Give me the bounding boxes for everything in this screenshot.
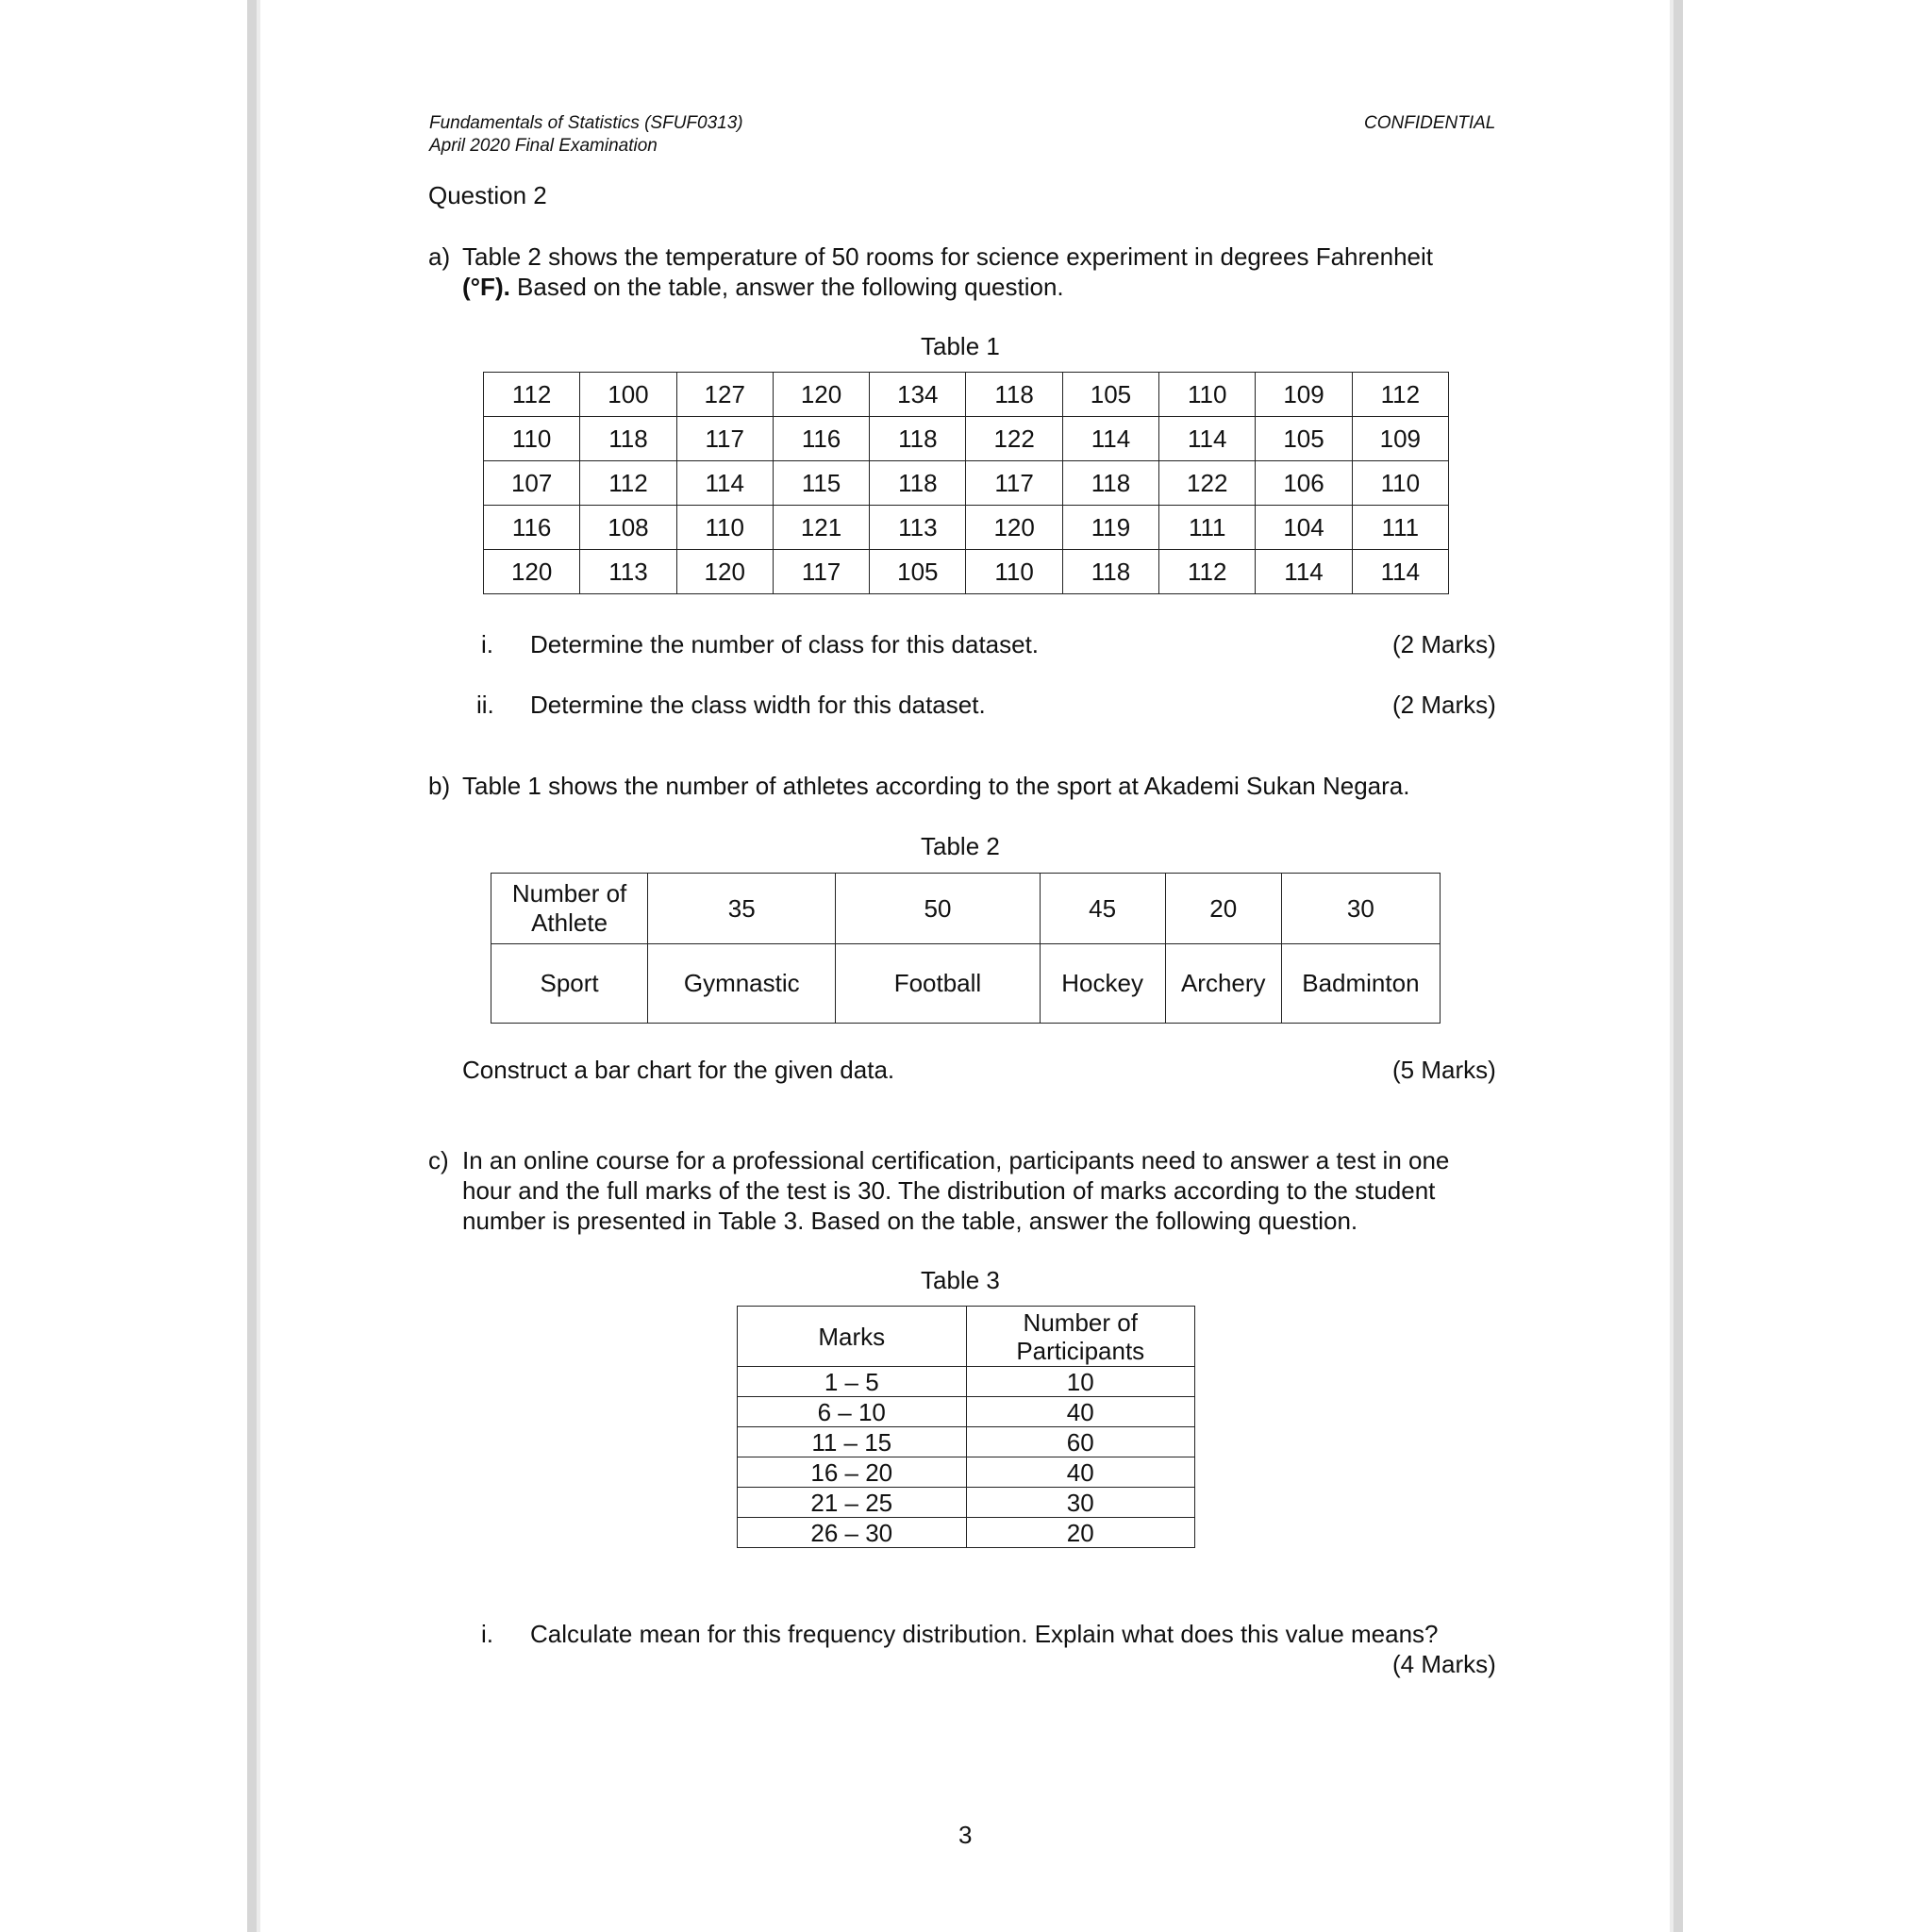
- participants-count-cell: 60: [966, 1427, 1195, 1457]
- participants-count-cell: 10: [966, 1367, 1195, 1397]
- course-title: Fundamentals of Statistics (SFUF0313): [429, 113, 743, 133]
- participants-col-header-l2: Participants: [1016, 1336, 1145, 1365]
- temperature-cell: 122: [966, 417, 1062, 461]
- part-a-item-1-text: Determine the number of class for this dataset.: [530, 630, 1040, 658]
- part-a-text-line1: Table 2 shows the temperature of 50 rooms for science experiment in degrees Fahrenheit: [462, 242, 1433, 271]
- sport-name: Football: [836, 944, 1040, 1024]
- table1-caption: Table 1: [921, 332, 1000, 360]
- temperature-cell: 109: [1256, 373, 1352, 417]
- temperature-cell: 118: [1062, 550, 1158, 594]
- table-row: [738, 1488, 1195, 1518]
- athlete-count: 45: [1040, 874, 1165, 944]
- marks-range-cell: 26 – 30: [738, 1518, 967, 1548]
- temperature-cell: 127: [676, 373, 773, 417]
- table3-caption: Table 3: [921, 1266, 1000, 1294]
- temperature-cell: 110: [676, 506, 773, 550]
- temperature-cell: 116: [484, 506, 580, 550]
- temperature-cell: 134: [870, 373, 966, 417]
- athlete-count: 30: [1281, 874, 1440, 944]
- temperature-cell: 116: [773, 417, 869, 461]
- part-a-text-line2: [462, 272, 1064, 302]
- temperature-cell: 108: [580, 506, 676, 550]
- participants-count-cell: 30: [966, 1488, 1195, 1518]
- table-row: [738, 1518, 1195, 1548]
- part-c-label: c): [428, 1146, 449, 1174]
- temperature-cell: 110: [1352, 461, 1448, 506]
- temperature-cell: 104: [1256, 506, 1352, 550]
- sport-name: Hockey: [1040, 944, 1165, 1024]
- page-edge-right: [1674, 0, 1683, 1932]
- temperature-cell: 118: [1062, 461, 1158, 506]
- temperature-cell: 120: [966, 506, 1062, 550]
- temperature-cell: 119: [1062, 506, 1158, 550]
- table-row: [484, 461, 1449, 506]
- athlete-count: 35: [648, 874, 836, 944]
- table-row: [484, 373, 1449, 417]
- sport-name: Archery: [1165, 944, 1281, 1024]
- part-c-line1: In an online course for a professional certification, participants need to answer a test in one: [462, 1146, 1450, 1174]
- page-number: 3: [958, 1821, 973, 1849]
- sport-row-header: Sport: [491, 944, 648, 1024]
- table-row: [484, 550, 1449, 594]
- marks-range-cell: 11 – 15: [738, 1427, 967, 1457]
- temperature-cell: 110: [484, 417, 580, 461]
- part-a-item-1-marks: (2 Marks): [1392, 630, 1496, 658]
- participants-count-cell: 40: [966, 1397, 1195, 1427]
- page-edge-left-inner: [257, 0, 260, 1932]
- temperature-cell: 100: [580, 373, 676, 417]
- part-c-item-marks: (4 Marks): [1392, 1650, 1496, 1678]
- participants-count-cell: 40: [966, 1457, 1195, 1488]
- temperature-cell: 112: [1352, 373, 1448, 417]
- temperature-cell: 106: [1256, 461, 1352, 506]
- temperature-cell: 114: [1352, 550, 1448, 594]
- temperature-cell: 110: [1159, 373, 1256, 417]
- table-row: [738, 1427, 1195, 1457]
- temperature-cell: 105: [1062, 373, 1158, 417]
- exam-title: April 2020 Final Examination: [429, 136, 658, 156]
- athlete-row-header: [491, 874, 648, 944]
- page-edge-right-inner: [1670, 0, 1674, 1932]
- part-a-item-2-text: Determine the class width for this dataset.: [530, 691, 986, 719]
- athlete-row-header-l1: Number of: [511, 879, 627, 908]
- participants-col-header-l1: Number of: [1023, 1307, 1138, 1337]
- part-b-instruction: Construct a bar chart for the given data.: [462, 1056, 895, 1084]
- temperature-cell: 120: [484, 550, 580, 594]
- temperature-cell: 118: [870, 417, 966, 461]
- part-a-item-2-marks: (2 Marks): [1392, 691, 1496, 719]
- temperature-cell: 111: [1352, 506, 1448, 550]
- temperature-cell: 110: [966, 550, 1062, 594]
- temperature-cell: 118: [870, 461, 966, 506]
- marks-col-header: Marks: [738, 1307, 967, 1367]
- page-edge-left: [247, 0, 257, 1932]
- table-row: [484, 506, 1449, 550]
- temperature-cell: 114: [1256, 550, 1352, 594]
- part-c-line2: hour and the full marks of the test is 30. The distribution of marks according to the student: [462, 1176, 1436, 1205]
- temperature-table: [483, 372, 1449, 594]
- temperature-cell: 114: [1159, 417, 1256, 461]
- temperature-cell: 122: [1159, 461, 1256, 506]
- marks-range-cell: 16 – 20: [738, 1457, 967, 1488]
- temperature-cell: 120: [773, 373, 869, 417]
- marks-range-cell: 21 – 25: [738, 1488, 967, 1518]
- athletes-table: [491, 873, 1441, 1024]
- part-b-text: Table 1 shows the number of athletes according to the sport at Akademi Sukan Negara.: [462, 772, 1410, 800]
- fahrenheit-unit: (°F).: [462, 273, 510, 301]
- temperature-cell: 121: [773, 506, 869, 550]
- temperature-cell: 114: [676, 461, 773, 506]
- part-b-marks: (5 Marks): [1392, 1056, 1496, 1084]
- question-title: Question 2: [428, 181, 547, 209]
- temperature-cell: 117: [966, 461, 1062, 506]
- temperature-cell: 117: [676, 417, 773, 461]
- temperature-cell: 112: [1159, 550, 1256, 594]
- temperature-cell: 117: [773, 550, 869, 594]
- part-a-label: a): [428, 242, 451, 271]
- participants-col-header: [966, 1307, 1195, 1367]
- participants-count-cell: 20: [966, 1518, 1195, 1548]
- sport-name: Gymnastic: [648, 944, 836, 1024]
- table-row: [484, 417, 1449, 461]
- temperature-cell: 107: [484, 461, 580, 506]
- temperature-cell: 118: [580, 417, 676, 461]
- part-a-text-line2-rest: Based on the table, answer the following question.: [509, 273, 1064, 301]
- temperature-cell: 111: [1159, 506, 1256, 550]
- temperature-cell: 105: [870, 550, 966, 594]
- table-row: [738, 1457, 1195, 1488]
- temperature-cell: 112: [580, 461, 676, 506]
- temperature-cell: 113: [870, 506, 966, 550]
- temperature-cell: 115: [773, 461, 869, 506]
- temperature-cell: 120: [676, 550, 773, 594]
- part-a-item-1-num: i.: [481, 630, 493, 658]
- part-a-item-2-num: ii.: [476, 691, 494, 719]
- part-b-label: b): [428, 772, 451, 800]
- part-c-item-text: Calculate mean for this frequency distribution. Explain what does this value means?: [530, 1620, 1439, 1648]
- temperature-cell: 113: [580, 550, 676, 594]
- part-c-item-num: i.: [481, 1620, 493, 1648]
- table2-caption: Table 2: [921, 832, 1000, 860]
- confidential-label: CONFIDENTIAL: [1364, 113, 1496, 133]
- marks-distribution-table: [737, 1306, 1195, 1548]
- table-row: [738, 1367, 1195, 1397]
- sport-name: Badminton: [1281, 944, 1440, 1024]
- temperature-cell: 109: [1352, 417, 1448, 461]
- marks-range-cell: 1 – 5: [738, 1367, 967, 1397]
- athlete-row-header-l2: Athlete: [531, 908, 608, 937]
- athlete-count: 50: [836, 874, 1040, 944]
- athlete-count: 20: [1165, 874, 1281, 944]
- marks-range-cell: 6 – 10: [738, 1397, 967, 1427]
- temperature-cell: 114: [1062, 417, 1158, 461]
- temperature-cell: 118: [966, 373, 1062, 417]
- table-row: [738, 1397, 1195, 1427]
- part-c-line3: number is presented in Table 3. Based on the table, answer the following question.: [462, 1207, 1358, 1235]
- temperature-cell: 105: [1256, 417, 1352, 461]
- temperature-cell: 112: [484, 373, 580, 417]
